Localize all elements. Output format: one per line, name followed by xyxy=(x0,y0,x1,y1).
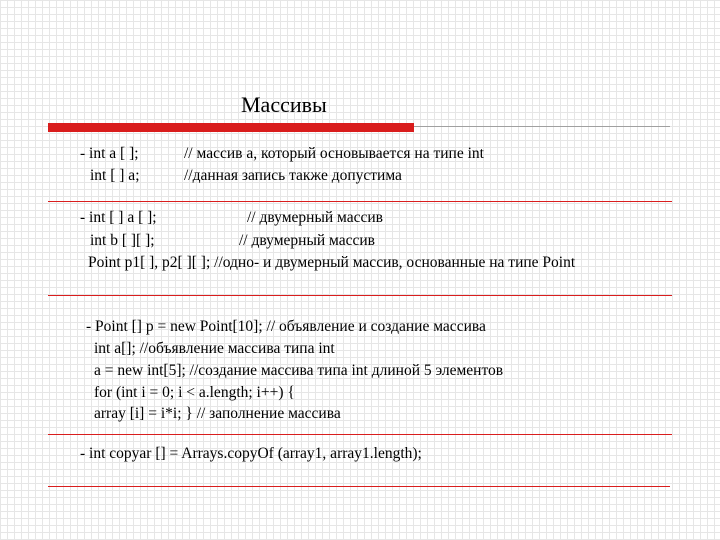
code-line-7: int a[]; //объявление массива типа int xyxy=(94,340,335,357)
code-line-5: Point p1[ ], p2[ ][ ]; //одно- и двумерный массив, основанные на типе Point xyxy=(88,254,576,271)
code-line-8: a = new int[5]; //создание массива типа int длиной 5 элементов xyxy=(94,362,504,379)
separator-3 xyxy=(48,434,672,435)
code-line-1: - int a [ ]; xyxy=(80,145,139,162)
comment-line-4: // двумерный массив xyxy=(239,232,375,249)
code-line-3: - int [ ] a [ ]; xyxy=(80,209,157,226)
code-line-10: array [i] = i*i; } // заполнение массива xyxy=(94,405,341,422)
code-line-9: for (int i = 0; i < a.length; i++) { xyxy=(94,384,295,401)
separator-4 xyxy=(48,486,670,487)
separator-2 xyxy=(48,295,672,296)
comment-line-2: //данная запись также допустима xyxy=(184,167,402,184)
slide-title: Массивы xyxy=(241,92,327,117)
code-line-2: int [ ] a; xyxy=(90,167,140,184)
separator-1 xyxy=(48,201,672,202)
title-underline-bar xyxy=(48,123,414,132)
code-line-4: int b [ ][ ]; xyxy=(90,232,155,249)
comment-line-1: // массив a, который основывается на типе int xyxy=(184,145,484,162)
comment-line-3: // двумерный массив xyxy=(247,209,383,226)
code-line-11: - int copyar [] = Arrays.copyOf (array1, array1.length); xyxy=(80,445,422,462)
title-underline-line xyxy=(414,126,670,127)
code-line-6: - Point [] p = new Point[10]; // объявление и создание массива xyxy=(86,318,486,335)
